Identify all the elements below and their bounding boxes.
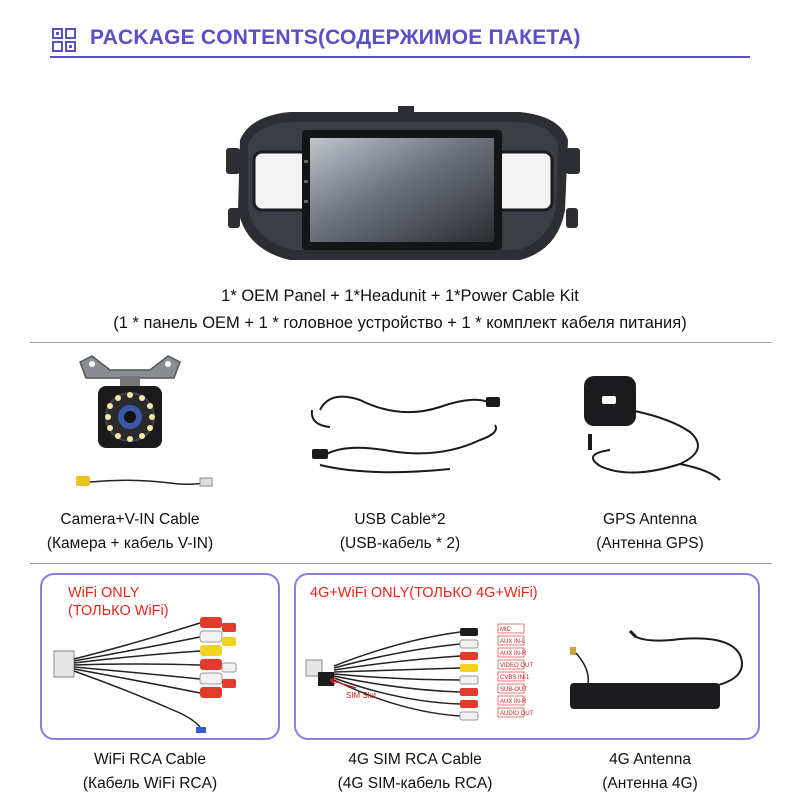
row3-item-1-caption <box>50 748 250 796</box>
sim-slot-label: SIM Slot <box>346 691 377 700</box>
usb-caption-line1: USB Cable*2 <box>354 511 446 528</box>
gps-antenna-image <box>570 370 730 490</box>
cable-label-6: SUB-OUT <box>500 687 527 693</box>
camera-image <box>70 350 220 500</box>
oem-panel-headunit-image <box>220 100 585 270</box>
cable-label-3: AUX IN-R <box>500 651 527 657</box>
4g-sim-rca-caption-line1: 4G SIM RCA Cable <box>348 751 482 768</box>
cable-label-5: CVBS IN-1 <box>500 675 530 681</box>
main-item-caption <box>0 283 800 337</box>
cable-label-2: AUX IN-L <box>500 639 526 645</box>
4g-sim-rca-caption-line2: (4G SIM-кабель RCA) <box>337 775 493 792</box>
4g-antenna-caption-line2: (Антенна 4G) <box>602 775 698 792</box>
row2-item-2-caption <box>300 508 500 556</box>
wifi-tag-line1: WiFi ONLY <box>68 585 140 601</box>
usb-caption-line2: (USB-кабель * 2) <box>339 535 461 552</box>
4g-wifi-only-tag: 4G+WiFi ONLY(ТОЛЬКО 4G+WiFi) <box>310 585 538 601</box>
camera-caption-line1: Camera+V-IN Cable <box>60 511 200 528</box>
row2-item-1-caption <box>30 508 230 556</box>
camera-caption-line2: (Камера + кабель V-IN) <box>46 535 214 552</box>
page-title: PACKAGE CONTENTS(СОДЕРЖИМОЕ ПАКЕТА) <box>90 26 581 49</box>
divider-1 <box>30 342 772 343</box>
4g-antenna-image <box>560 625 750 730</box>
wifi-rca-caption-line1: WiFi RCA Cable <box>94 751 206 768</box>
wifi-rca-caption-line2: (Кабель WiFi RCA) <box>82 775 218 792</box>
package-header <box>50 22 750 56</box>
row3-item-2-caption <box>315 748 515 796</box>
row2-item-3-caption <box>550 508 750 556</box>
main-item-line2: (1 * панель OEM + 1 * головное устройство + 1 * комплект кабеля питания) <box>113 314 687 332</box>
cable-label-4: VIDEO OUT <box>500 663 534 669</box>
4g-sim-rca-cable-image <box>300 610 550 740</box>
gps-caption-line2: (Антенна GPS) <box>596 535 704 552</box>
gps-caption-line1: GPS Antenna <box>603 511 697 528</box>
header-underline <box>50 56 750 58</box>
grid-squares-icon <box>50 26 80 56</box>
cable-label-7: AUX IN-R <box>500 699 527 705</box>
wifi-tag-line2: (ТОЛЬКО WiFi) <box>68 603 169 619</box>
4g-antenna-caption-line1: 4G Antenna <box>609 751 691 768</box>
wifi-rca-cable-image <box>50 615 270 735</box>
cable-label-1: MIC <box>500 627 511 633</box>
usb-cables-image <box>310 385 510 485</box>
row3-item-3-caption <box>550 748 750 796</box>
cable-label-8: AUDIO OUT <box>500 711 534 717</box>
main-item-line1: 1* OEM Panel + 1*Headunit + 1*Power Cable Kit <box>221 287 579 305</box>
divider-2 <box>30 563 772 564</box>
